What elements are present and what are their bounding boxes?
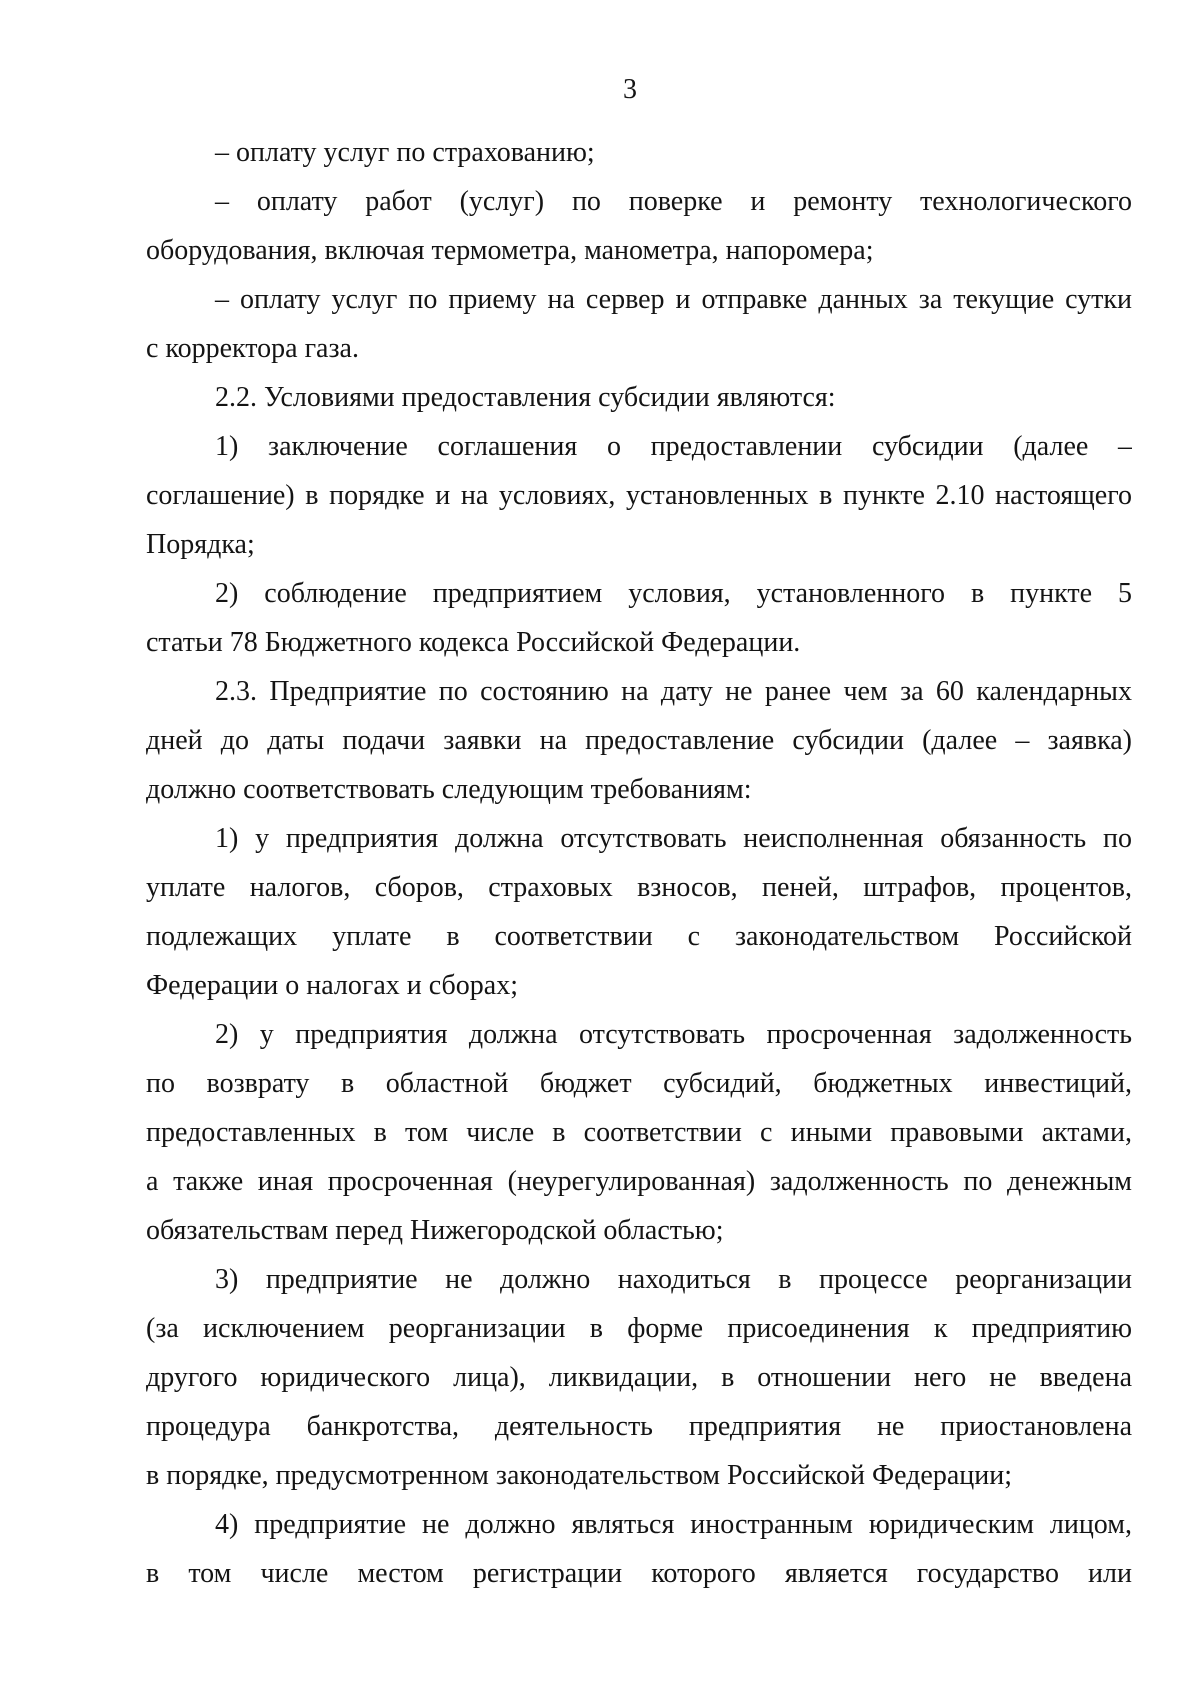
text-line: другого юридического лица), ликвидации, в отношении него не введена (146, 1362, 1132, 1393)
text-line: с корректора газа. (146, 333, 359, 364)
text-line: процедура банкротства, деятельность предприятия не приостановлена (146, 1411, 1132, 1442)
text-line: в порядке, предусмотренном законодательством Российской Федерации; (146, 1460, 1012, 1491)
text-line: – оплату работ (услуг) по поверке и ремонту технологического (215, 186, 1132, 217)
text-line: 2.2. Условиями предоставления субсидии являются: (215, 382, 836, 413)
text-line: подлежащих уплате в соответствии с законодательством Российской (146, 921, 1132, 952)
page-number: 3 (623, 74, 637, 105)
text-line: по возврату в областной бюджет субсидий, бюджетных инвестиций, (146, 1068, 1132, 1099)
text-line: обязательствам перед Нижегородской областью; (146, 1215, 724, 1246)
text-line: – оплату услуг по страхованию; (215, 137, 595, 168)
document-body (146, 128, 1132, 1598)
text-line: статьи 78 Бюджетного кодекса Российской Федерации. (146, 627, 801, 658)
text-line: 2) соблюдение предприятием условия, установленного в пункте 5 (215, 578, 1132, 609)
text-line: 3) предприятие не должно находиться в процессе реорганизации (215, 1264, 1132, 1295)
text-line: 4) предприятие не должно являться иностранным юридическим лицом, (215, 1509, 1132, 1540)
text-line: уплате налогов, сборов, страховых взносов, пеней, штрафов, процентов, (146, 872, 1132, 903)
text-line: – оплату услуг по приему на сервер и отправке данных за текущие сутки (215, 284, 1132, 315)
text-line: Федерации о налогах и сборах; (146, 970, 518, 1001)
text-line: 1) у предприятия должна отсутствовать неисполненная обязанность по (215, 823, 1132, 854)
text-line: в том числе местом регистрации которого является государство или (146, 1558, 1132, 1589)
text-line: соглашение) в порядке и на условиях, установленных в пункте 2.10 настоящего (146, 480, 1132, 511)
text-line: 2) у предприятия должна отсутствовать просроченная задолженность (215, 1019, 1132, 1050)
text-line: 2.3. Предприятие по состоянию на дату не ранее чем за 60 календарных (215, 676, 1132, 707)
text-line: Порядка; (146, 529, 255, 560)
text-line: предоставленных в том числе в соответствии с иными правовыми актами, (146, 1117, 1132, 1148)
text-line: дней до даты подачи заявки на предоставление субсидии (далее – заявка) (146, 725, 1132, 756)
text-line: 1) заключение соглашения о предоставлении субсидии (далее – (215, 431, 1132, 462)
text-line: должно соответствовать следующим требованиям: (146, 774, 752, 805)
text-line: оборудования, включая термометра, манометра, напоромера; (146, 235, 874, 266)
text-line: (за исключением реорганизации в форме присоединения к предприятию (146, 1313, 1132, 1344)
text-line: а также иная просроченная (неурегулированная) задолженность по денежным (146, 1166, 1132, 1197)
